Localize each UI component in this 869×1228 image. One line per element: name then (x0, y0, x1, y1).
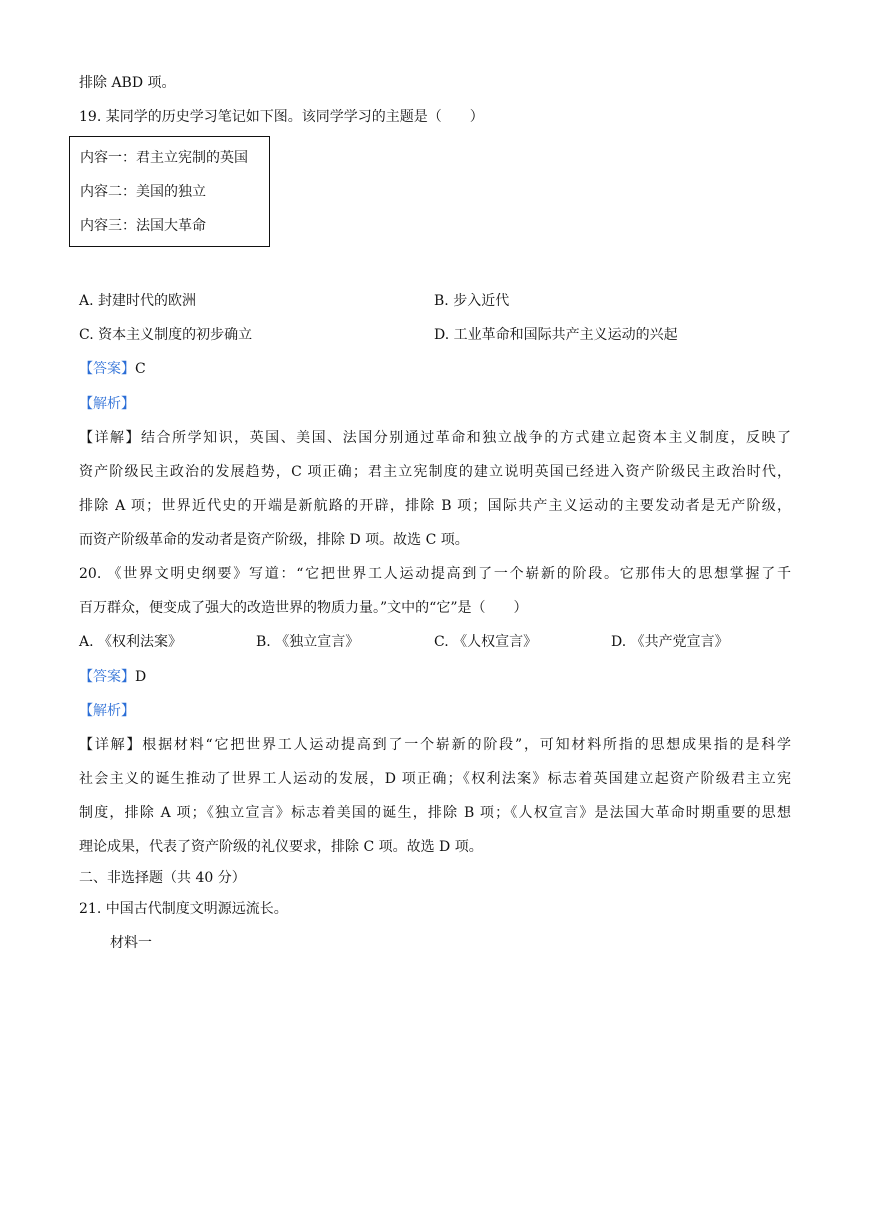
q20-detail-line-4: 理论成果，代表了资产阶级的礼仪要求，排除 C 项。故选 D 项。 (79, 839, 483, 855)
detail-text: 根据材料“它把世界工人运动提高到了一个崭新的阶段”，可知材料所指的思想成果指的是科学 (142, 737, 792, 753)
q20-option-a: A. 《权利法案》 (79, 634, 183, 650)
q19-option-c: C. 资本主义制度的初步确立 (79, 327, 253, 343)
question-20-stem-2: 百万群众，便变成了强大的改造世界的物质力量。”文中的“它”是（ ） (79, 600, 528, 616)
q20-detail-line-3: 制度，排除 A 项；《独立宣言》标志着美国的诞生，排除 B 项；《人权宣言》是法国大革命时期重要的思想 (79, 805, 791, 821)
note-item-3: 内容三：法国大革命 (80, 218, 206, 234)
detail-tag: 【详解】 (79, 430, 142, 446)
q20-detail-line-1 (79, 735, 791, 755)
question-21-stem: 21. 中国古代制度文明源远流长。 (79, 901, 288, 917)
question-20-stem-1: 20. 《世界文明史纲要》写道：“它把世界工人运动提高到了一个崭新的阶段。它那伟大的思想掌握了千 (79, 566, 791, 582)
q19-detail-line-3: 排除 A 项；世界近代史的开端是新航路的开辟，排除 B 项；国际共产主义运动的主要发动者是无产阶级， (79, 498, 791, 514)
q20-option-d: D. 《共产党宣言》 (611, 634, 729, 650)
answer-value: C (135, 361, 146, 377)
q20-detail-line-2: 社会主义的诞生推动了世界工人运动的发展，D 项正确；《权利法案》标志着英国建立起资产阶级君主立宪 (79, 771, 791, 787)
q19-detail-line-4: 而资产阶级革命的发动者是资产阶级，排除 D 项。故选 C 项。 (79, 532, 469, 548)
q20-option-c: C. 《人权宣言》 (434, 634, 538, 650)
q19-answer (79, 359, 146, 379)
material-label: 材料一 (110, 935, 152, 951)
note-item-1: 内容一：君主立宪制的英国 (80, 150, 248, 166)
detail-tag: 【详解】 (79, 737, 143, 753)
q20-analysis-tag: 【解析】 (79, 703, 135, 719)
study-notes-box (69, 136, 270, 247)
detail-text: 结合所学知识，英国、美国、法国分别通过革命和独立战争的方式建立起资本主义制度，反映了 (141, 430, 791, 446)
section-heading: 二、非选择题（共 40 分） (79, 870, 246, 886)
q19-option-b: B. 步入近代 (434, 293, 510, 309)
q19-analysis-tag: 【解析】 (79, 396, 135, 412)
question-19-stem: 19. 某同学的历史学习笔记如下图。该同学学习的主题是（ ） (79, 109, 484, 125)
q19-option-a: A. 封建时代的欧洲 (79, 293, 197, 309)
q20-answer (79, 667, 146, 687)
answer-value: D (135, 669, 147, 685)
q20-option-b: B. 《独立宣言》 (256, 634, 360, 650)
note-item-2: 内容二：美国的独立 (80, 184, 206, 200)
q19-detail-line-1 (79, 428, 791, 448)
q19-option-d: D. 工业革命和国际共产主义运动的兴起 (434, 327, 678, 343)
answer-tag: 【答案】 (79, 669, 135, 685)
q19-detail-line-2: 资产阶级民主政治的发展趋势，C 项正确；君主立宪制度的建立说明英国已经进入资产阶级民主政治时代， (79, 464, 791, 480)
text-line: 排除 ABD 项。 (79, 75, 176, 91)
answer-tag: 【答案】 (79, 361, 135, 377)
